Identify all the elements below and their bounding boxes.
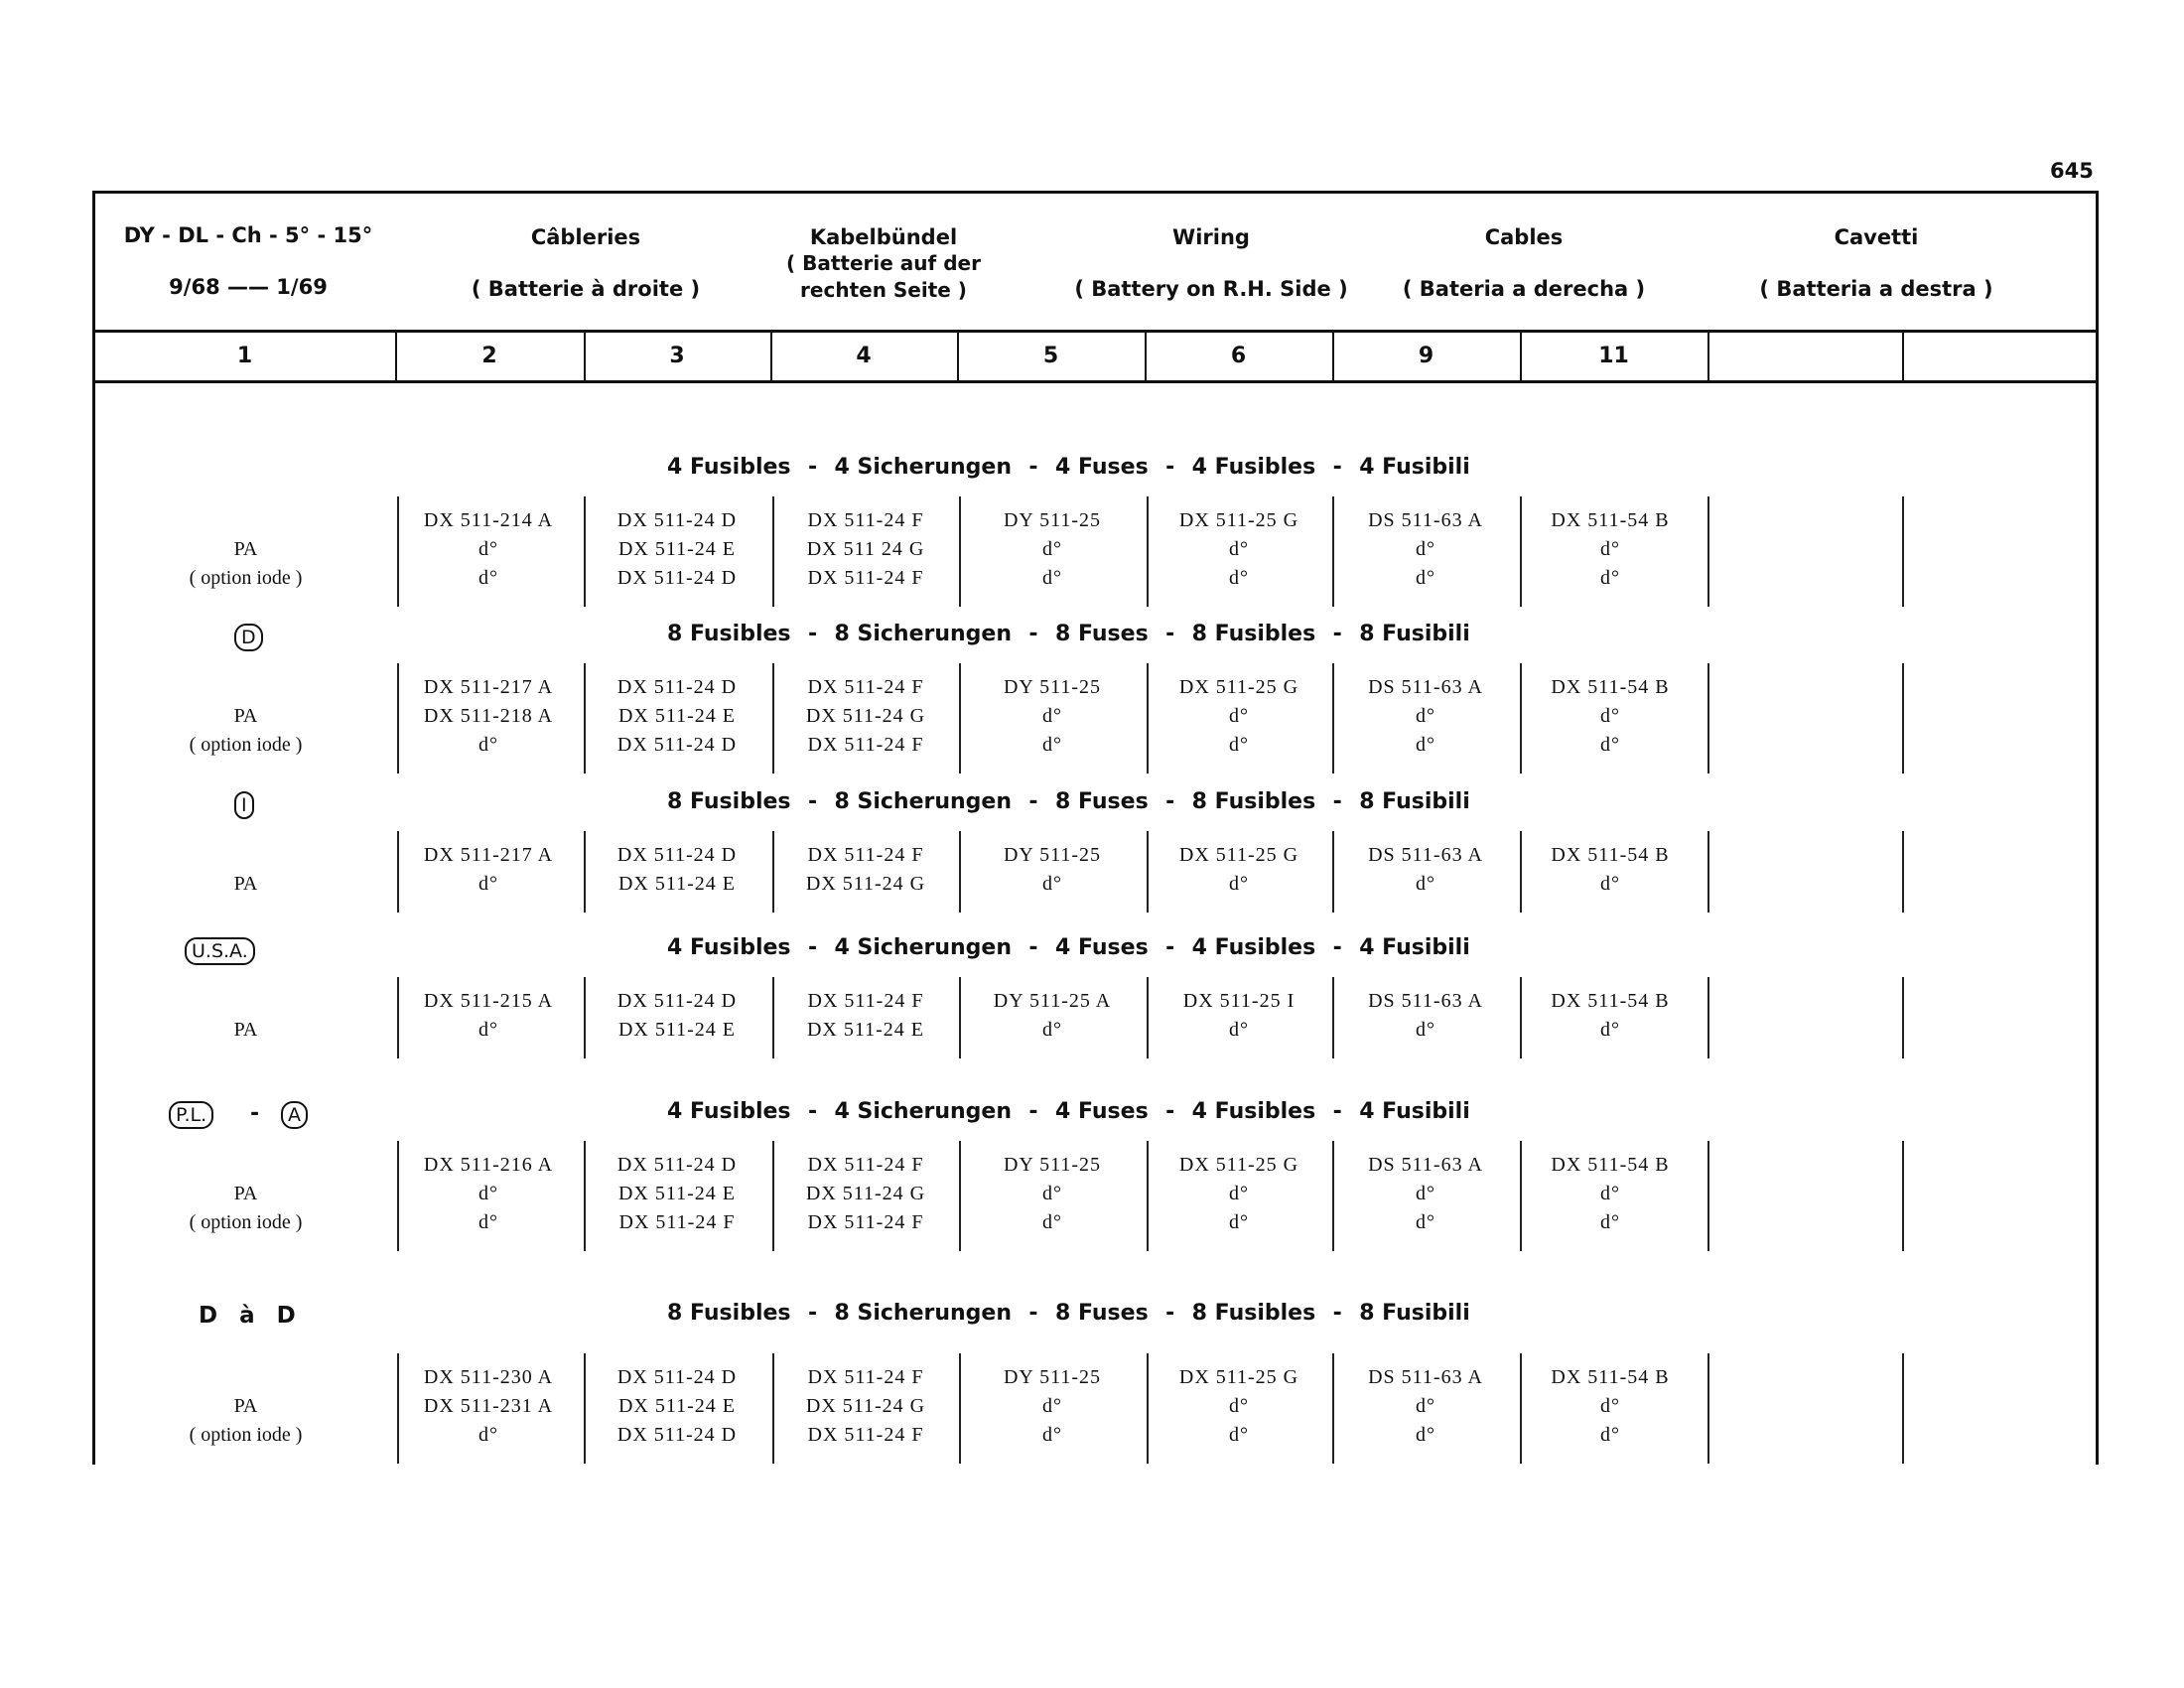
page-number: 645 (2050, 159, 2094, 183)
cell-divider (959, 977, 961, 1058)
part-number-cell: d° (1416, 873, 1435, 895)
header-title-de: Kabelbündel (809, 225, 958, 249)
cell-divider (1707, 496, 1709, 607)
heading-fuse-count: 4 Fusibles (1191, 935, 1316, 960)
part-number-cell: DX 511-217 A (423, 676, 554, 698)
row-label: PA (233, 1183, 258, 1204)
part-number-cell: d° (1600, 1211, 1620, 1233)
part-number-cell: DX 511-24 G (805, 1395, 926, 1417)
cell-divider (959, 663, 961, 774)
cell-divider (1332, 977, 1334, 1058)
period-heading: 9/68 —— 1/69 (169, 275, 328, 299)
part-number-cell: DX 511 24 G (806, 538, 925, 560)
cell-divider (584, 663, 586, 774)
part-number-cell: DX 511-24 G (805, 1183, 926, 1204)
heading-separator: - (807, 622, 818, 646)
part-number-cell: d° (1042, 1395, 1062, 1417)
cell-divider (1902, 1353, 1904, 1464)
part-number-cell: d° (1042, 1183, 1062, 1204)
group-heading (667, 1099, 1470, 1124)
cell-divider (1332, 831, 1334, 913)
part-number-cell: DX 511-24 F (807, 990, 924, 1012)
heading-separator: - (1332, 622, 1342, 646)
part-number-cell: DS 511-63 A (1368, 1154, 1483, 1176)
part-number-cell: d° (478, 1211, 498, 1233)
cell-divider (1902, 977, 1904, 1058)
part-number-cell: d° (1600, 734, 1620, 756)
cell-divider (1707, 1353, 1709, 1464)
part-number-cell: d° (1600, 1424, 1620, 1446)
heading-fuse-count: 8 Fusibili (1359, 789, 1470, 814)
part-number-cell: d° (1416, 538, 1435, 560)
cell-divider (1332, 1353, 1334, 1464)
part-number-cell: d° (478, 567, 498, 589)
part-number-cell: d° (1416, 1019, 1435, 1041)
part-number-cell: d° (478, 873, 498, 895)
row-option: ( option iode ) (189, 567, 303, 589)
part-number-cell: DX 511-54 B (1551, 509, 1670, 531)
cell-divider (1147, 831, 1149, 913)
heading-separator: - (1028, 1301, 1038, 1326)
heading-fuse-count: 8 Fusibles (667, 1301, 791, 1326)
heading-separator: - (1332, 935, 1342, 960)
part-number-cell: DX 511-24 D (616, 676, 738, 698)
heading-separator: - (1332, 1301, 1342, 1326)
part-number-cell: DX 511-24 F (618, 1211, 736, 1233)
header-subtitle-de: ( Batterie auf der rechten Seite ) (786, 251, 981, 302)
header-subtitle-es: ( Bateria a derecha ) (1402, 277, 1646, 301)
cell-divider (959, 496, 961, 607)
part-number-cell: DX 511-24 E (617, 705, 737, 727)
part-number-cell: DX 511-25 G (1178, 1154, 1299, 1176)
heading-fuse-count: 8 Sicherungen (834, 1301, 1012, 1326)
part-number-cell: d° (1600, 1395, 1620, 1417)
heading-separator: - (807, 789, 818, 814)
part-number-cell: d° (1600, 567, 1620, 589)
cell-divider (584, 831, 586, 913)
cell-divider (1332, 663, 1334, 774)
part-number-cell: DX 511-24 D (616, 567, 738, 589)
part-number-cell: DY 511-25 (1003, 676, 1102, 698)
part-number-cell: d° (1229, 1183, 1249, 1204)
heading-fuse-count: 8 Fusibles (667, 622, 791, 646)
part-number-cell: DX 511-24 D (616, 509, 738, 531)
part-number-cell: d° (1600, 873, 1620, 895)
heading-fuse-count: 4 Fusibles (667, 935, 791, 960)
row-option: ( option iode ) (189, 1211, 303, 1233)
cell-divider (1707, 977, 1709, 1058)
heading-fuse-count: 4 Sicherungen (834, 1099, 1012, 1124)
part-number-cell: DX 511-25 G (1178, 676, 1299, 698)
group-heading (667, 1301, 1470, 1326)
row-option: ( option iode ) (189, 1424, 303, 1446)
column-number: 11 (1598, 344, 1629, 368)
part-number-cell: DX 511-24 E (617, 873, 737, 895)
cell-divider (772, 663, 774, 774)
part-number-cell: DX 511-217 A (423, 844, 554, 866)
column-number: 9 (1418, 344, 1434, 368)
heading-fuse-count: 8 Fusibles (667, 789, 791, 814)
header-subtitle-fr: ( Batterie à droite ) (471, 277, 701, 301)
part-number-cell: d° (478, 734, 498, 756)
part-number-cell: DX 511-214 A (423, 509, 554, 531)
part-number-cell: d° (1042, 1424, 1062, 1446)
heading-separator: - (807, 1099, 818, 1124)
cell-divider (959, 831, 961, 913)
heading-separator: - (1028, 935, 1038, 960)
part-number-cell: d° (1416, 705, 1435, 727)
heading-fuse-count: 4 Sicherungen (834, 455, 1012, 480)
heading-fuse-count: 8 Fuses (1055, 789, 1149, 814)
header-subtitle-it: ( Batteria a destra ) (1759, 277, 1993, 301)
part-number-cell: d° (1600, 538, 1620, 560)
part-number-cell: d° (1042, 873, 1062, 895)
heading-fuse-count: 4 Fusibili (1359, 935, 1470, 960)
row-label: PA (233, 1019, 258, 1041)
part-number-cell: d° (478, 1019, 498, 1041)
column-number: 6 (1230, 344, 1247, 368)
heading-fuse-count: 8 Sicherungen (834, 789, 1012, 814)
heading-separator: - (1028, 789, 1038, 814)
header-title-en: Wiring (1172, 225, 1250, 249)
part-number-cell: DX 511-24 G (805, 873, 926, 895)
heading-separator: - (1332, 455, 1342, 480)
heading-fuse-count: 8 Sicherungen (834, 622, 1012, 646)
part-number-cell: DY 511-25 (1003, 844, 1102, 866)
part-number-cell: d° (1600, 1019, 1620, 1041)
part-number-cell: DX 511-24 F (807, 676, 924, 698)
heading-separator: - (1165, 1301, 1175, 1326)
part-number-cell: d° (1042, 734, 1062, 756)
part-number-cell: d° (1229, 538, 1249, 560)
part-number-cell: DX 511-25 G (1178, 1366, 1299, 1388)
part-number-cell: DX 511-216 A (423, 1154, 554, 1176)
part-number-cell: DX 511-24 F (807, 1154, 924, 1176)
part-number-cell: DX 511-24 D (616, 734, 738, 756)
part-number-cell: DX 511-24 D (616, 1424, 738, 1446)
cell-divider (1147, 663, 1149, 774)
variant-marker: U.S.A. (185, 937, 255, 965)
part-number-cell: DX 511-230 A (423, 1366, 554, 1388)
cell-divider (1707, 1141, 1709, 1251)
part-number-cell: DS 511-63 A (1368, 1366, 1483, 1388)
heading-fuse-count: 4 Fusibles (1191, 455, 1316, 480)
part-number-cell: d° (1416, 1424, 1435, 1446)
part-number-cell: d° (1042, 705, 1062, 727)
heading-fuse-count: 8 Fusibles (1191, 622, 1316, 646)
column-number: 1 (236, 344, 253, 368)
part-number-cell: d° (1042, 1019, 1062, 1041)
cell-divider (1902, 496, 1904, 607)
part-number-cell: d° (1229, 1424, 1249, 1446)
group-heading (667, 935, 1470, 960)
row-label: PA (233, 873, 258, 895)
part-number-cell: d° (1416, 567, 1435, 589)
heading-fuse-count: 8 Fusibles (1191, 1301, 1316, 1326)
header-title-it: Cavetti (1834, 225, 1919, 249)
part-number-cell: d° (1229, 873, 1249, 895)
column-number: 4 (856, 344, 872, 368)
part-number-cell: DX 511-24 E (617, 1019, 737, 1041)
heading-fuse-count: 4 Fusibles (667, 455, 791, 480)
heading-separator: - (807, 455, 818, 480)
part-number-cell: d° (1600, 705, 1620, 727)
cell-divider (1707, 831, 1709, 913)
heading-separator: - (1332, 1099, 1342, 1124)
variant-marker: D à D (199, 1303, 296, 1329)
heading-separator: - (1165, 622, 1175, 646)
marker-dash: - (250, 1101, 260, 1126)
cell-divider (1147, 1353, 1149, 1464)
heading-separator: - (807, 935, 818, 960)
column-number: 2 (481, 344, 497, 368)
part-number-cell: DY 511-25 (1003, 509, 1102, 531)
part-number-cell: d° (1416, 1183, 1435, 1204)
cell-divider (959, 1141, 961, 1251)
part-number-cell: d° (478, 1183, 498, 1204)
group-heading (667, 789, 1470, 814)
row-option: ( option iode ) (189, 734, 303, 756)
heading-fuse-count: 8 Fuses (1055, 622, 1149, 646)
cell-divider (1902, 831, 1904, 913)
part-number-cell: d° (1042, 1211, 1062, 1233)
heading-fuse-count: 4 Fusibili (1359, 1099, 1470, 1124)
part-number-cell: DX 511-24 F (807, 1211, 924, 1233)
part-number-cell: DX 511-24 F (807, 734, 924, 756)
part-number-cell: DS 511-63 A (1368, 990, 1483, 1012)
cell-divider (1147, 496, 1149, 607)
part-number-cell: DX 511-54 B (1551, 676, 1670, 698)
cell-divider (584, 1353, 586, 1464)
cell-divider (772, 831, 774, 913)
heading-fuse-count: 4 Fusibili (1359, 455, 1470, 480)
part-number-cell: DX 511-24 D (616, 1366, 738, 1388)
part-number-cell: DX 511-24 G (805, 705, 926, 727)
heading-separator: - (1028, 455, 1038, 480)
cell-divider (584, 977, 586, 1058)
part-number-cell: DX 511-24 D (616, 990, 738, 1012)
part-number-cell: d° (1229, 1211, 1249, 1233)
column-number-divider (1707, 333, 1709, 380)
part-number-cell: DX 511-54 B (1551, 1154, 1670, 1176)
heading-fuse-count: 4 Sicherungen (834, 935, 1012, 960)
row-label: PA (233, 1395, 258, 1417)
heading-separator: - (1332, 789, 1342, 814)
cell-divider (772, 1141, 774, 1251)
part-number-cell: DX 511-24 F (807, 567, 924, 589)
variant-marker-secondary: A (281, 1101, 308, 1129)
heading-fuse-count: 4 Fusibles (667, 1099, 791, 1124)
heading-fuse-count: 4 Fuses (1055, 935, 1149, 960)
cell-divider (772, 977, 774, 1058)
part-number-cell: DS 511-63 A (1368, 509, 1483, 531)
header-title-es: Cables (1484, 225, 1564, 249)
part-number-cell: DX 511-218 A (423, 705, 554, 727)
group-heading (667, 455, 1470, 480)
heading-separator: - (1165, 1099, 1175, 1124)
heading-fuse-count: 8 Fusibili (1359, 1301, 1470, 1326)
variant-marker: I (234, 791, 254, 819)
part-number-cell: DX 511-24 F (807, 1366, 924, 1388)
row-label: PA (233, 705, 258, 727)
part-number-cell: DX 511-24 D (616, 844, 738, 866)
heading-fuse-count: 4 Fusibles (1191, 1099, 1316, 1124)
part-number-cell: d° (1416, 1395, 1435, 1417)
part-number-cell: DX 511-231 A (423, 1395, 554, 1417)
cell-divider (1902, 1141, 1904, 1251)
part-number-cell: d° (1600, 1183, 1620, 1204)
part-number-cell: DX 511-54 B (1551, 990, 1670, 1012)
part-number-cell: DX 511-25 G (1178, 509, 1299, 531)
column-number: 3 (669, 344, 685, 368)
cell-divider (1147, 977, 1149, 1058)
heading-fuse-count: 4 Fuses (1055, 455, 1149, 480)
part-number-cell: d° (1229, 1019, 1249, 1041)
cell-divider (584, 496, 586, 607)
part-number-cell: DX 511-24 E (617, 1183, 737, 1204)
part-number-cell: DX 511-25 I (1182, 990, 1296, 1012)
header-subtitle-en: ( Battery on R.H. Side ) (1074, 277, 1348, 301)
part-number-cell: DS 511-63 A (1368, 676, 1483, 698)
part-number-cell: d° (478, 1424, 498, 1446)
heading-separator: - (1028, 622, 1038, 646)
cell-divider (1332, 496, 1334, 607)
part-number-cell: d° (1229, 705, 1249, 727)
part-number-cell: DX 511-54 B (1551, 1366, 1670, 1388)
variant-marker: P.L. (169, 1101, 213, 1129)
cell-divider (1147, 1141, 1149, 1251)
column-number: 5 (1042, 344, 1059, 368)
heading-separator: - (807, 1301, 818, 1326)
part-number-cell: d° (478, 538, 498, 560)
cell-divider (959, 1353, 961, 1464)
cell-divider (772, 496, 774, 607)
cell-divider (584, 1141, 586, 1251)
part-number-cell: DX 511-24 F (807, 844, 924, 866)
heading-separator: - (1165, 935, 1175, 960)
part-number-cell: d° (1416, 1211, 1435, 1233)
model-heading: DY - DL - Ch - 5° - 15° (123, 223, 373, 247)
heading-separator: - (1165, 789, 1175, 814)
row-label: PA (233, 538, 258, 560)
heading-fuse-count: 8 Fusibili (1359, 622, 1470, 646)
heading-fuse-count: 8 Fuses (1055, 1301, 1149, 1326)
part-number-cell: d° (1416, 734, 1435, 756)
part-number-cell: DX 511-24 F (807, 509, 924, 531)
cell-divider (1902, 663, 1904, 774)
part-number-cell: DX 511-24 F (807, 1424, 924, 1446)
part-number-cell: DS 511-63 A (1368, 844, 1483, 866)
part-number-cell: d° (1042, 538, 1062, 560)
part-number-cell: DY 511-25 (1003, 1154, 1102, 1176)
part-number-cell: DX 511-54 B (1551, 844, 1670, 866)
header-title-fr: Câbleries (530, 225, 641, 249)
cell-divider (1707, 663, 1709, 774)
part-number-cell: d° (1042, 567, 1062, 589)
heading-fuse-count: 8 Fusibles (1191, 789, 1316, 814)
part-number-cell: DY 511-25 A (993, 990, 1112, 1012)
part-number-cell: DX 511-24 D (616, 1154, 738, 1176)
part-number-cell: DY 511-25 (1003, 1366, 1102, 1388)
part-number-cell: d° (1229, 734, 1249, 756)
part-number-cell: d° (1229, 567, 1249, 589)
part-number-cell: DX 511-24 E (617, 1395, 737, 1417)
part-number-cell: DX 511-24 E (617, 538, 737, 560)
column-number-divider (1902, 333, 1904, 380)
cell-divider (772, 1353, 774, 1464)
part-number-cell: DX 511-25 G (1178, 844, 1299, 866)
part-number-cell: DX 511-215 A (423, 990, 554, 1012)
heading-separator: - (1028, 1099, 1038, 1124)
heading-fuse-count: 4 Fuses (1055, 1099, 1149, 1124)
part-number-cell: DX 511-24 E (806, 1019, 925, 1041)
heading-separator: - (1165, 455, 1175, 480)
group-heading (667, 622, 1470, 646)
part-number-cell: d° (1229, 1395, 1249, 1417)
variant-marker: D (234, 624, 263, 651)
cell-divider (1332, 1141, 1334, 1251)
